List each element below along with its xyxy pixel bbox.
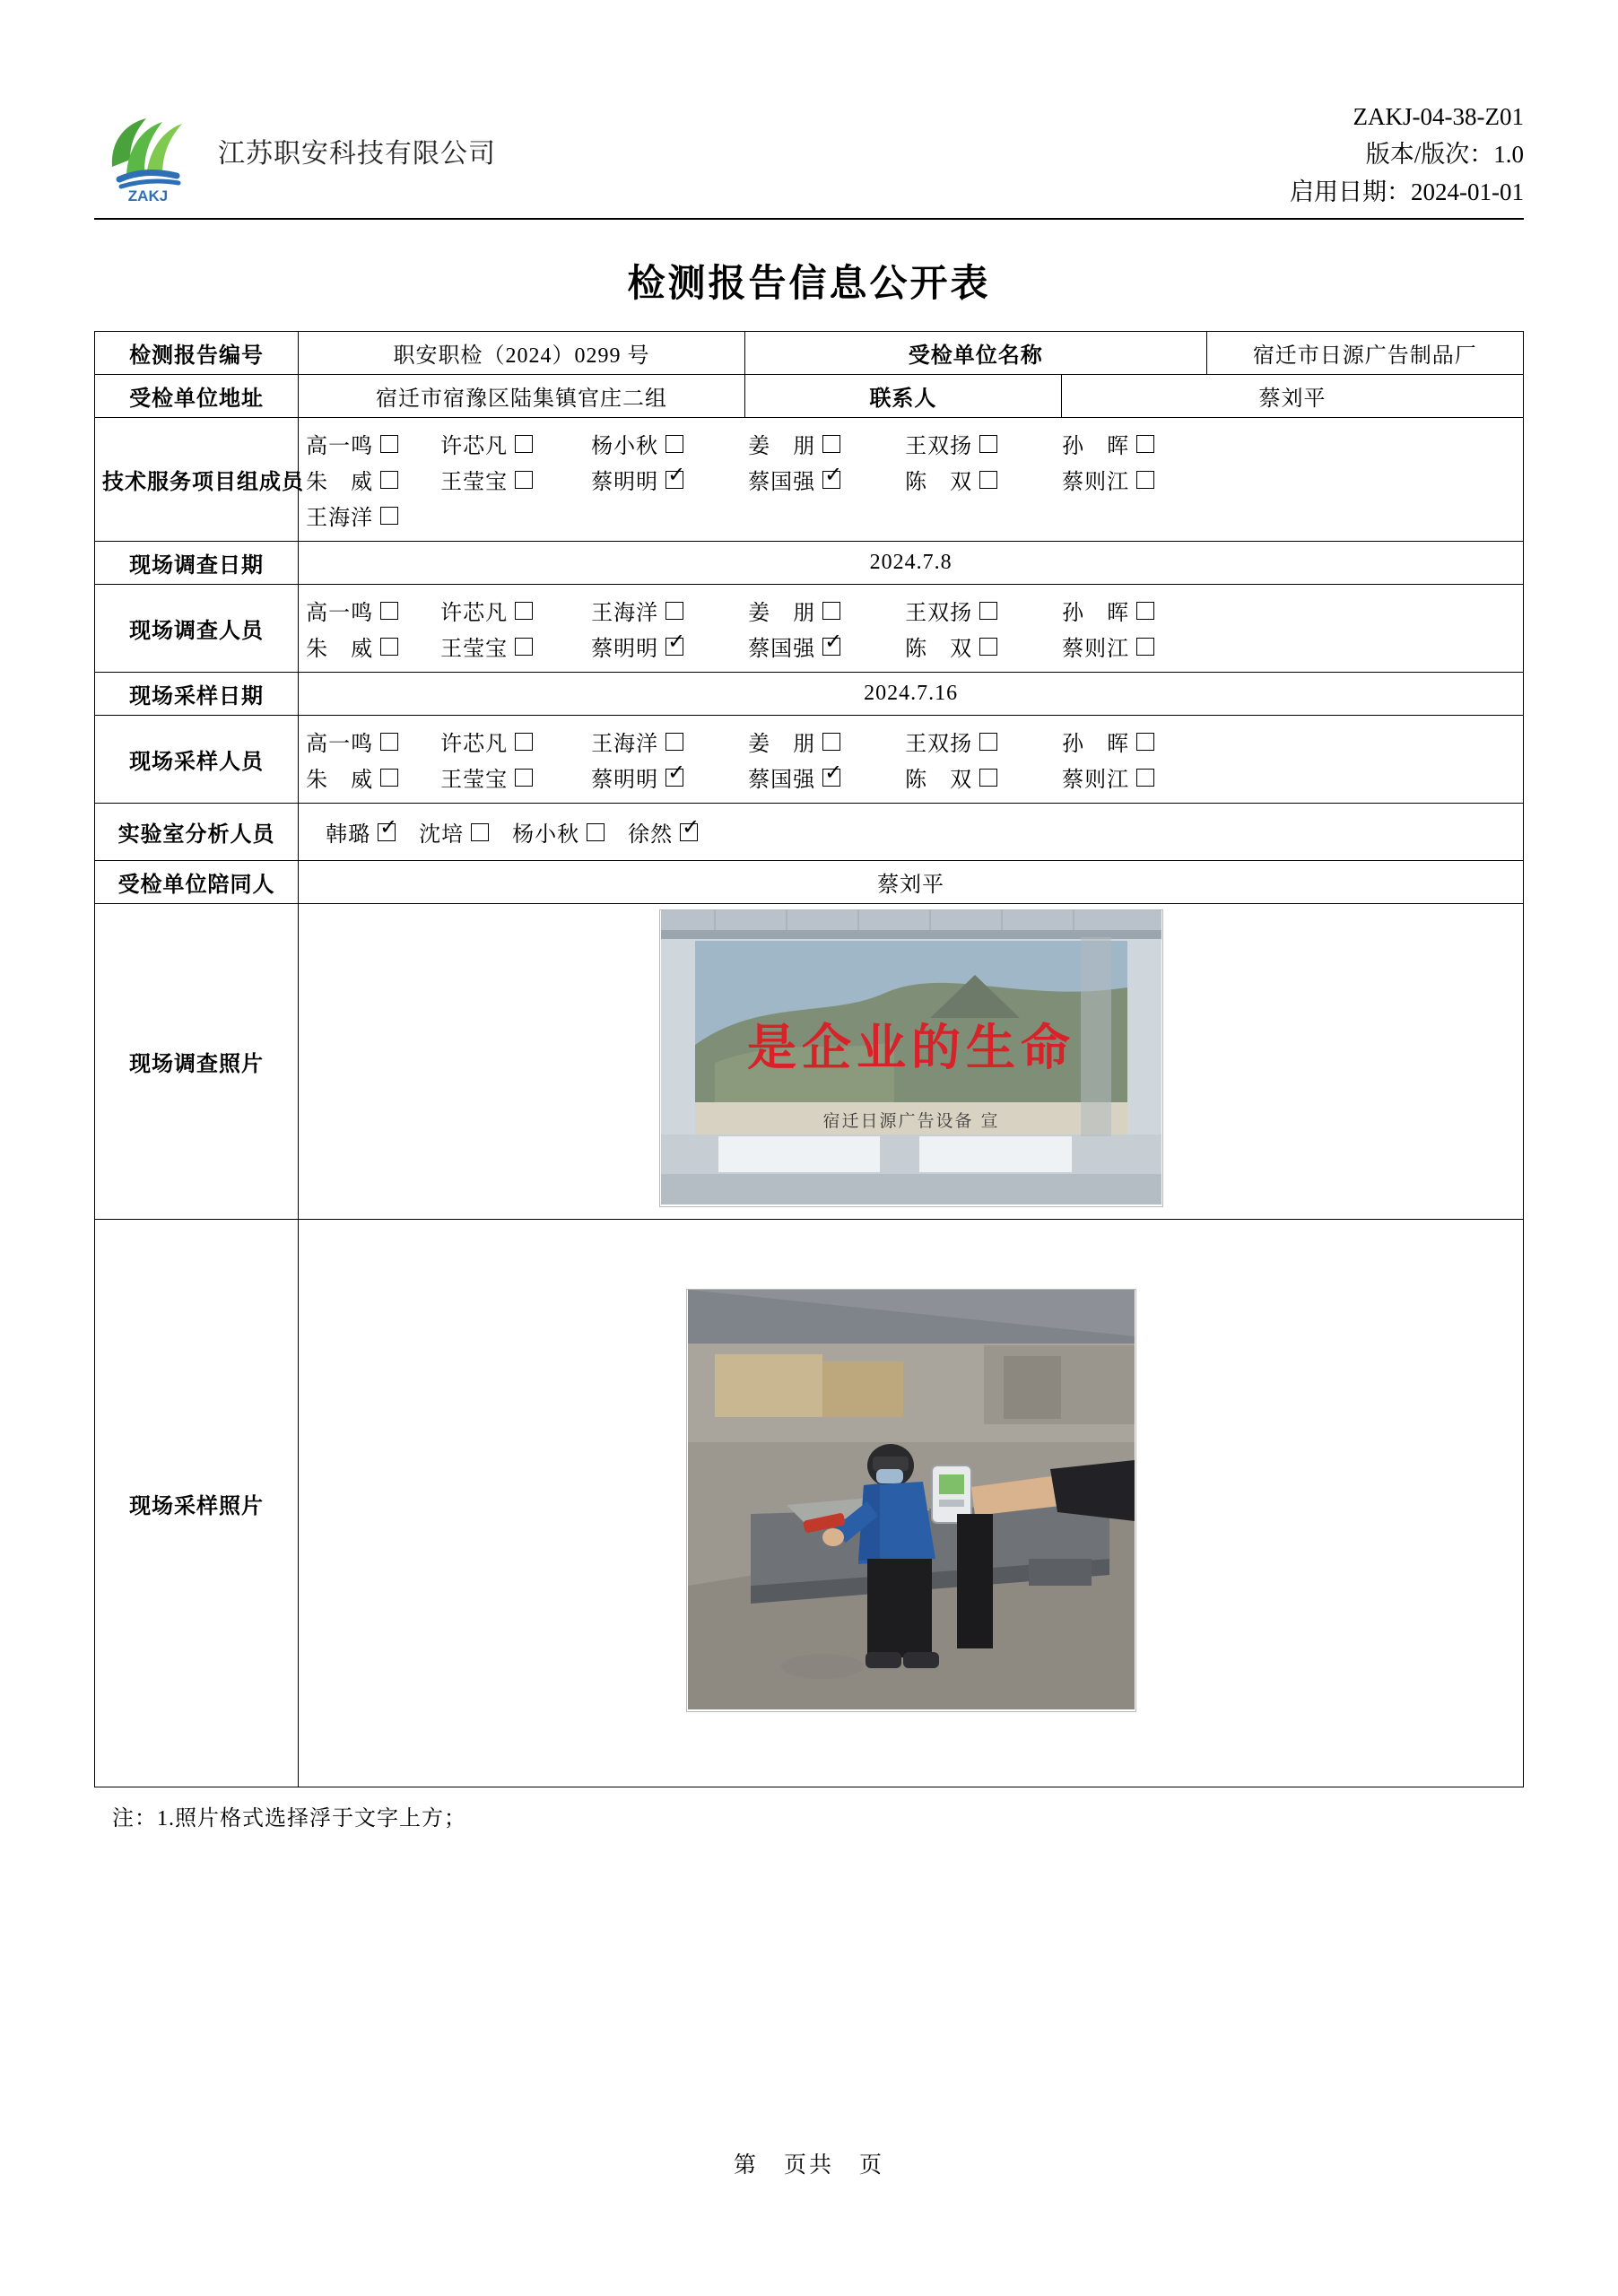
table-row [95,375,1524,418]
header-right [1290,90,1524,212]
survey-photo [659,909,1163,1207]
member-checkbox[interactable] [380,638,398,656]
member-name: 姜 朋 [748,602,816,625]
member-name: 蔡则江 [1062,769,1130,792]
member-checkbox[interactable] [665,769,683,787]
sampling-photo-cell [299,1220,1524,1787]
member-checkbox[interactable] [515,638,533,656]
member-name: 孙 晖 [1062,733,1130,756]
member-name: 高一鸣 [306,602,374,625]
member-checkbox[interactable] [665,435,683,453]
team-label: 技术服务项目组成员 [95,418,299,542]
member-name: 徐然 [628,823,674,847]
report-no-label: 检测报告编号 [95,332,299,375]
survey-photo-cell [299,904,1524,1220]
survey-staff-row [306,631,1516,662]
member-checkbox[interactable] [665,471,683,489]
table-row [95,585,1524,673]
doc-effective-date: 启用日期：2024-01-01 [1290,178,1524,205]
member-name: 许芯凡 [440,602,509,625]
team-members-row [306,464,1516,495]
member-name: 蔡国强 [748,471,816,494]
table-row [95,673,1524,716]
member-checkbox[interactable] [515,602,533,620]
member-name: 蔡明明 [591,638,659,661]
company-name: 江苏职安科技有限公司 [218,139,496,169]
sampling-date-label: 现场采样日期 [95,673,299,716]
member-checkbox[interactable] [979,435,997,453]
member-checkbox[interactable] [979,602,997,620]
escort-value: 蔡刘平 [299,861,1524,904]
member-checkbox[interactable] [979,769,997,787]
sampling-staff-group [299,716,1524,804]
member-name: 杨小秋 [591,435,659,458]
member-name: 蔡则江 [1062,471,1130,494]
member-checkbox[interactable] [471,823,489,841]
member-checkbox[interactable] [587,823,605,841]
member-checkbox[interactable] [665,602,683,620]
member-name: 蔡则江 [1062,638,1130,661]
member-checkbox[interactable] [1136,471,1154,489]
survey-date-value: 2024.7.8 [299,542,1524,585]
member-name: 王双扬 [905,435,973,458]
member-name: 杨小秋 [512,823,580,847]
team-members-group [299,418,1524,542]
member-checkbox[interactable] [1136,769,1154,787]
member-name: 蔡明明 [591,769,659,792]
table-row [95,542,1524,585]
member-checkbox[interactable] [680,823,698,841]
member-name: 蔡国强 [748,769,816,792]
member-checkbox[interactable] [979,471,997,489]
member-name: 王双扬 [905,733,973,756]
member-checkbox[interactable] [822,733,840,751]
member-name: 高一鸣 [306,733,374,756]
member-name: 王海洋 [306,507,374,530]
member-checkbox[interactable] [515,733,533,751]
svg-text:宿迁日源广告设备 宣: 宿迁日源广告设备 宣 [822,1111,1000,1131]
sampling-photo-label: 现场采样照片 [95,1220,299,1787]
member-checkbox[interactable] [822,638,840,656]
member-checkbox[interactable] [380,733,398,751]
member-checkbox[interactable] [515,435,533,453]
member-name: 沈培 [419,823,465,847]
table-row [95,904,1524,1220]
member-checkbox[interactable] [380,507,398,525]
report-info-table [94,331,1524,1787]
member-checkbox[interactable] [979,638,997,656]
team-members-row [306,500,1516,531]
member-name: 蔡国强 [748,638,816,661]
table-note: 注：1.照片格式选择浮于文字上方； [112,1807,466,1831]
member-checkbox[interactable] [822,602,840,620]
sampling-staff-label: 现场采样人员 [95,716,299,804]
member-name: 王莹宝 [440,769,509,792]
client-name-value: 宿迁市日源广告制品厂 [1206,332,1523,375]
escort-label: 受检单位陪同人 [95,861,299,904]
survey-staff-row [306,595,1516,626]
member-name: 高一鸣 [306,435,374,458]
member-checkbox[interactable] [380,435,398,453]
member-name: 王莹宝 [440,638,509,661]
member-checkbox[interactable] [378,823,396,841]
member-checkbox[interactable] [380,602,398,620]
member-checkbox[interactable] [822,769,840,787]
table-row [95,418,1524,542]
sampling-photo [686,1289,1136,1712]
member-checkbox[interactable] [515,471,533,489]
page-footer: 第 页共 页 [733,2153,884,2178]
member-checkbox[interactable] [665,638,683,656]
svg-text:ZAKJ: ZAKJ [127,187,169,204]
header-left [94,90,496,204]
member-name: 蔡明明 [591,471,659,494]
contact-label: 联系人 [744,375,1061,418]
member-checkbox[interactable] [515,769,533,787]
table-row [95,1220,1524,1787]
member-checkbox[interactable] [979,733,997,751]
client-addr-value: 宿迁市宿豫区陆集镇官庄二组 [299,375,745,418]
member-name: 姜 朋 [748,435,816,458]
client-addr-label: 受检单位地址 [95,375,299,418]
member-name: 王莹宝 [440,471,509,494]
member-name: 陈 双 [905,638,973,661]
header-divider [94,218,1524,220]
member-checkbox[interactable] [1136,435,1154,453]
contact-value: 蔡刘平 [1062,375,1524,418]
sampling-date-value: 2024.7.16 [299,673,1524,716]
sampling-staff-row [306,726,1516,757]
table-row [95,332,1524,375]
member-name: 孙 晖 [1062,602,1130,625]
page-title: 检测报告信息公开表 [627,264,991,305]
svg-text:是企业的生命: 是企业的生命 [746,1019,1075,1076]
member-checkbox[interactable] [822,471,840,489]
lab-staff-label: 实验室分析人员 [95,804,299,861]
member-name: 许芯凡 [440,435,509,458]
member-name: 姜 朋 [748,733,816,756]
member-checkbox[interactable] [380,471,398,489]
table-row [95,716,1524,804]
member-name: 韩璐 [326,823,371,847]
member-checkbox[interactable] [822,435,840,453]
company-logo-icon [94,97,202,204]
member-name: 朱 威 [306,769,374,792]
member-checkbox[interactable] [380,769,398,787]
member-checkbox[interactable] [1136,638,1154,656]
survey-staff-label: 现场调查人员 [95,585,299,673]
table-row [95,861,1524,904]
report-no-value: 职安职检（2024）0299 号 [299,332,745,375]
sampling-staff-row [306,761,1516,793]
member-name: 朱 威 [306,471,374,494]
survey-staff-group [299,585,1524,673]
doc-code: ZAKJ-04-38-Z01 [1353,103,1524,130]
member-checkbox[interactable] [1136,602,1154,620]
member-name: 许芯凡 [440,733,509,756]
member-name: 陈 双 [905,471,973,494]
member-name: 陈 双 [905,769,973,792]
table-row [95,804,1524,861]
member-name: 朱 威 [306,638,374,661]
member-name: 王双扬 [905,602,973,625]
member-checkbox[interactable] [1136,733,1154,751]
doc-version: 版本/版次：1.0 [1365,140,1524,168]
page-header [94,90,1524,211]
survey-photo-label: 现场调查照片 [95,904,299,1220]
team-members-row [306,428,1516,459]
member-checkbox[interactable] [665,733,683,751]
survey-date-label: 现场调查日期 [95,542,299,585]
member-name: 王海洋 [591,733,659,756]
member-name: 孙 晖 [1062,435,1130,458]
lab-staff-group [299,804,1524,861]
member-name: 王海洋 [591,602,659,625]
client-name-label: 受检单位名称 [744,332,1206,375]
